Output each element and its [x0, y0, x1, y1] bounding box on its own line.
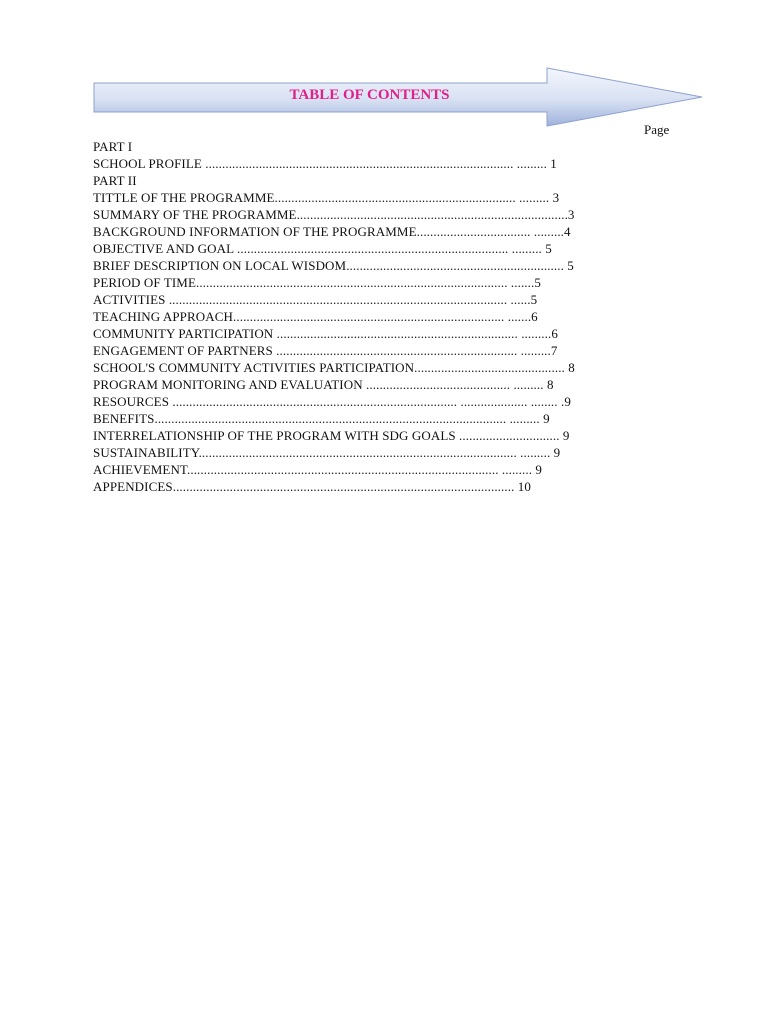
- toc-entry: BACKGROUND INFORMATION OF THE PROGRAMME.................................. .........4: [93, 224, 571, 239]
- toc-list: [93, 138, 673, 495]
- toc-entry: TEACHING APPROACH................................................................................. .......6: [93, 309, 538, 324]
- toc-entry: ACTIVITIES ..................................................................................................... ......5: [93, 292, 538, 307]
- toc-entry: SUSTAINABILITY............................................................................................... ......... 9: [93, 445, 561, 460]
- toc-entry: OBJECTIVE AND GOAL ................................................................................. ......... 5: [93, 241, 552, 256]
- toc-entry: COMMUNITY PARTICIPATION ........................................................................ .........6: [93, 326, 558, 341]
- toc-entry: TITTLE OF THE PROGRAMME........................................................................ ......... 3: [93, 190, 560, 205]
- toc-entry: SCHOOL'S COMMUNITY ACTIVITIES PARTICIPATION............................................. 8: [93, 360, 575, 375]
- toc-entry: PERIOD OF TIME............................................................................................. .......5: [93, 275, 541, 290]
- toc-entry: BENEFITS......................................................................................................... ......... 9: [93, 411, 550, 426]
- toc-entry: BRIEF DESCRIPTION ON LOCAL WISDOM................................................................. 5: [93, 258, 574, 273]
- toc-part-heading: PART I: [93, 139, 133, 154]
- toc-entry: INTERRELATIONSHIP OF THE PROGRAM WITH SDG GOALS .............................. 9: [93, 428, 570, 443]
- page-column-header: Page: [644, 122, 670, 137]
- title-banner-arrow: [92, 66, 704, 130]
- toc-part-heading: PART II: [93, 173, 137, 188]
- toc-entry: ACHIEVEMENT............................................................................................. ......... 9: [93, 462, 543, 477]
- toc-entry: SUMMARY OF THE PROGRAMME.................................................................................3: [93, 207, 575, 222]
- toc-entry: PROGRAM MONITORING AND EVALUATION ........................................... ......... 8: [93, 377, 554, 392]
- toc-entry: RESOURCES ..................................................................................... .................... ........ .9: [93, 394, 571, 409]
- toc-entry: ENGAGEMENT OF PARTNERS ........................................................................ .........7: [93, 343, 558, 358]
- toc-entry: APPENDICES...................................................................................................... 10: [93, 479, 531, 494]
- toc-entry: SCHOOL PROFILE ............................................................................................ ......... 1: [93, 156, 557, 171]
- toc-title: TABLE OF CONTENTS: [289, 87, 450, 103]
